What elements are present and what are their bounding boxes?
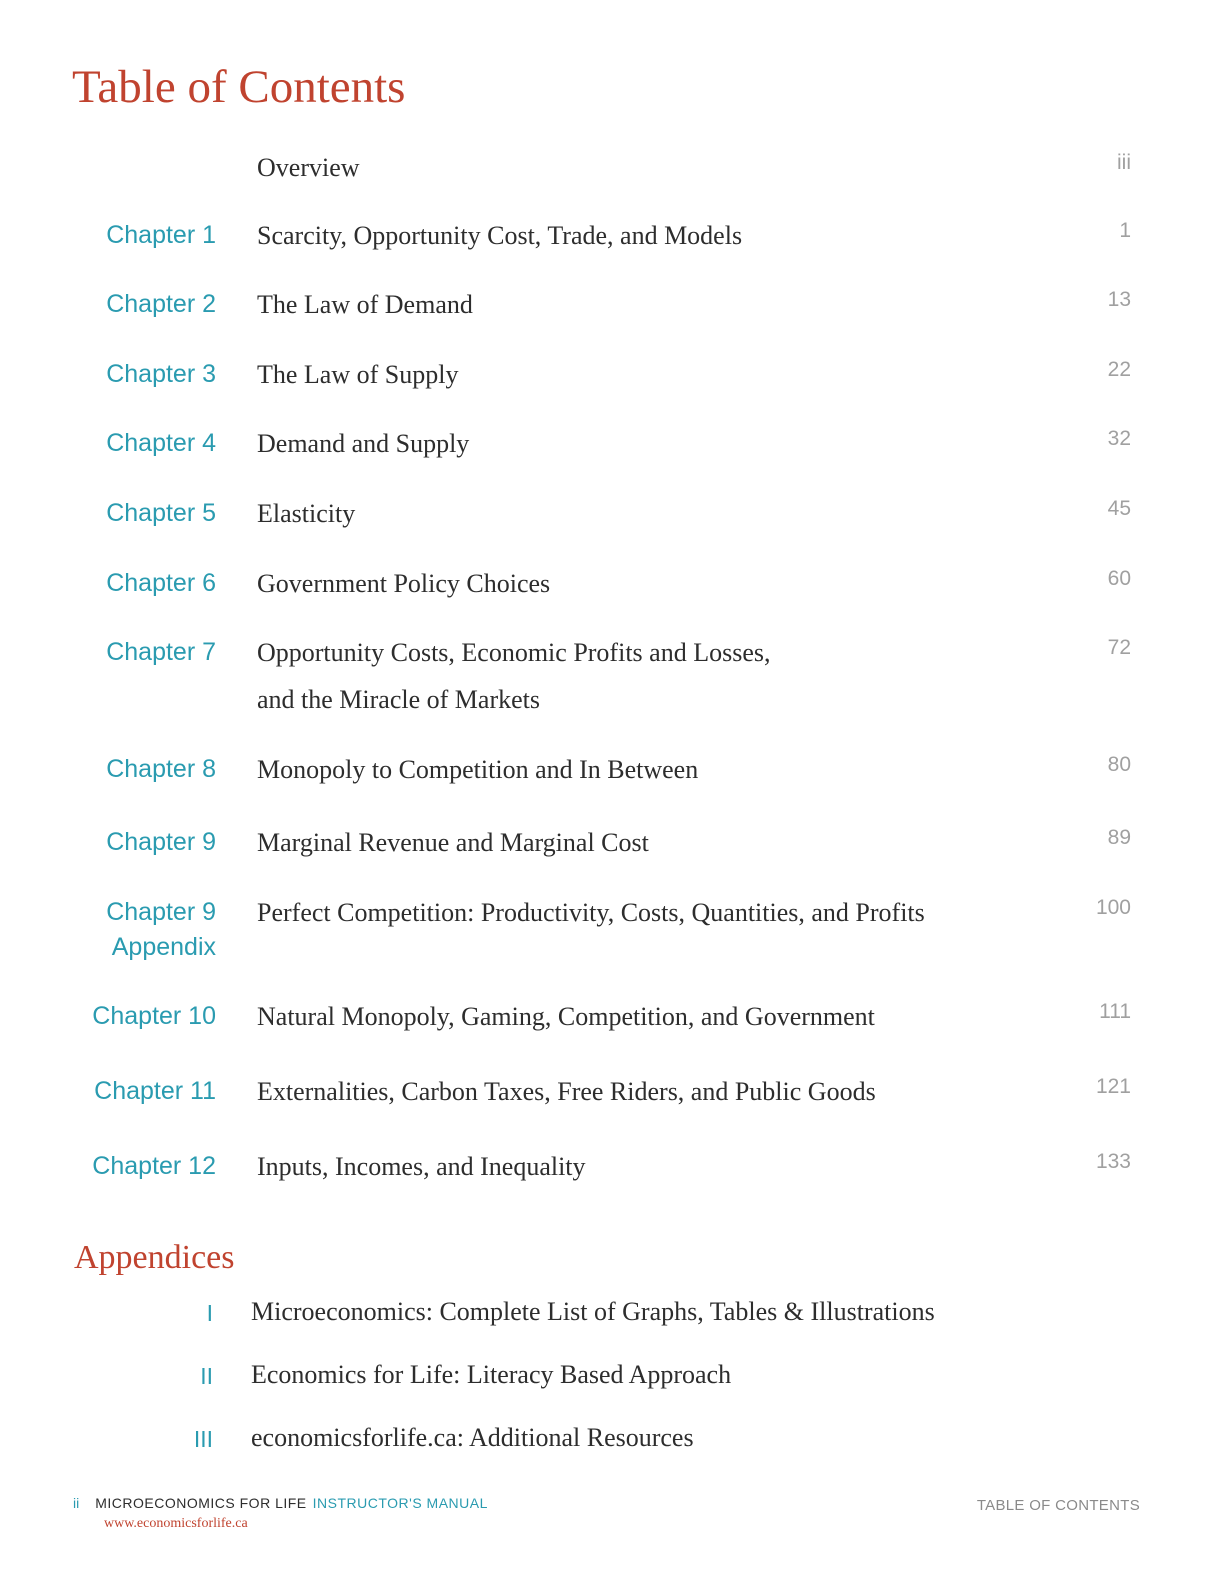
toc-entry-title: Elasticity <box>257 499 356 528</box>
toc-chapter-label: Chapter 9 <box>106 828 216 856</box>
toc-entry-chapter-1[interactable] <box>0 218 1224 258</box>
appendix-number: III <box>193 1426 213 1452</box>
toc-page-number: 1 <box>1119 219 1131 242</box>
toc-entry-chapter-10[interactable] <box>0 999 1224 1039</box>
toc-chapter-label: Chapter 1 <box>106 221 216 249</box>
page-title: Table of Contents <box>72 61 406 113</box>
toc-entry-title: Perfect Competition: Productivity, Costs, Quantities, and Profits <box>257 898 925 927</box>
toc-chapter-label: Chapter 2 <box>106 290 216 318</box>
toc-page-number: 80 <box>1107 753 1131 776</box>
toc-chapter-label: Chapter 12 <box>92 1152 216 1180</box>
toc-entry-chapter-2[interactable] <box>0 287 1224 327</box>
toc-page-number: 133 <box>1095 1150 1131 1173</box>
toc-entry-title: The Law of Demand <box>257 290 473 319</box>
footer-url-link[interactable]: www.economicsforlife.ca <box>104 1516 248 1531</box>
footer-page-number: ii <box>73 1495 80 1511</box>
toc-entry-title-line-2: and the Miracle of Markets <box>257 685 541 714</box>
toc-entry-chapter-9-appendix[interactable] <box>0 895 1224 970</box>
toc-chapter-label: Chapter 8 <box>106 755 216 783</box>
toc-entry-title-line-1: Opportunity Costs, Economic Profits and Losses, <box>257 638 771 667</box>
toc-entry-chapter-6[interactable] <box>0 566 1224 606</box>
appendix-number: II <box>200 1363 213 1389</box>
toc-entry-title <box>257 629 1077 723</box>
toc-chapter-label: Chapter 10 <box>92 1002 216 1030</box>
footer-section-label: TABLE OF CONTENTS <box>976 1497 1140 1514</box>
appendix-number: I <box>206 1300 213 1326</box>
toc-page-number: 111 <box>1099 1000 1131 1023</box>
toc-chapter-label-line-2: Appendix <box>111 933 216 961</box>
toc-page-number: iii <box>1117 151 1131 174</box>
toc-entry-chapter-12[interactable] <box>0 1149 1224 1189</box>
toc-entry-title: Scarcity, Opportunity Cost, Trade, and Models <box>257 221 743 250</box>
appendices-heading: Appendices <box>74 1239 235 1276</box>
toc-entry-chapter-3[interactable] <box>0 357 1224 397</box>
toc-entry-title: Externalities, Carbon Taxes, Free Riders, and Public Goods <box>257 1077 876 1106</box>
footer-book-info <box>73 1495 488 1511</box>
toc-chapter-label <box>106 895 216 965</box>
toc-page-number: 60 <box>1107 567 1131 590</box>
toc-page-number: 121 <box>1095 1075 1131 1098</box>
toc-entry-title: Demand and Supply <box>257 429 470 458</box>
appendix-title: Microeconomics: Complete List of Graphs, Tables & Illustrations <box>251 1297 935 1326</box>
toc-entry-overview[interactable] <box>0 150 1224 190</box>
toc-page-number: 22 <box>1107 358 1131 381</box>
toc-page-number: 89 <box>1107 826 1131 849</box>
toc-chapter-label: Chapter 3 <box>106 360 216 388</box>
toc-page-number: 45 <box>1107 497 1131 520</box>
toc-entry-chapter-9[interactable] <box>0 825 1224 865</box>
toc-chapter-label-line-1: Chapter 9 <box>106 898 216 926</box>
appendix-entry-3[interactable] <box>0 1424 1224 1464</box>
toc-chapter-label: Chapter 4 <box>106 429 216 457</box>
appendix-title: Economics for Life: Literacy Based Approach <box>251 1360 732 1389</box>
toc-entry-title: Overview <box>257 153 360 182</box>
toc-page-number: 32 <box>1107 427 1131 450</box>
toc-entry-chapter-8[interactable] <box>0 752 1224 792</box>
appendix-title: economicsforlife.ca: Additional Resources <box>251 1423 694 1452</box>
toc-entry-title: Monopoly to Competition and In Between <box>257 755 699 784</box>
toc-entry-title: Government Policy Choices <box>257 569 551 598</box>
toc-entry-title: Marginal Revenue and Marginal Cost <box>257 828 649 857</box>
toc-entry-chapter-4[interactable] <box>0 426 1224 466</box>
appendix-entry-1[interactable] <box>0 1298 1224 1338</box>
toc-page-number: 100 <box>1095 896 1131 919</box>
appendix-entry-2[interactable] <box>0 1361 1224 1401</box>
toc-entry-chapter-7[interactable] <box>0 635 1224 715</box>
toc-chapter-label: Chapter 6 <box>106 569 216 597</box>
toc-entry-title: Inputs, Incomes, and Inequality <box>257 1152 586 1181</box>
toc-entry-chapter-5[interactable] <box>0 496 1224 536</box>
footer-book-title: MICROECONOMICS FOR LIFE <box>95 1495 307 1511</box>
toc-entry-chapter-11[interactable] <box>0 1074 1224 1114</box>
toc-entry-title: Natural Monopoly, Gaming, Competition, and Government <box>257 1002 875 1031</box>
toc-entry-title: The Law of Supply <box>257 360 459 389</box>
toc-chapter-label: Chapter 7 <box>106 638 216 666</box>
toc-chapter-label: Chapter 5 <box>106 499 216 527</box>
toc-page-number: 72 <box>1107 636 1131 659</box>
toc-page-number: 13 <box>1107 288 1131 311</box>
footer-manual-label: INSTRUCTOR'S MANUAL <box>312 1495 488 1511</box>
toc-chapter-label: Chapter 11 <box>94 1077 216 1105</box>
